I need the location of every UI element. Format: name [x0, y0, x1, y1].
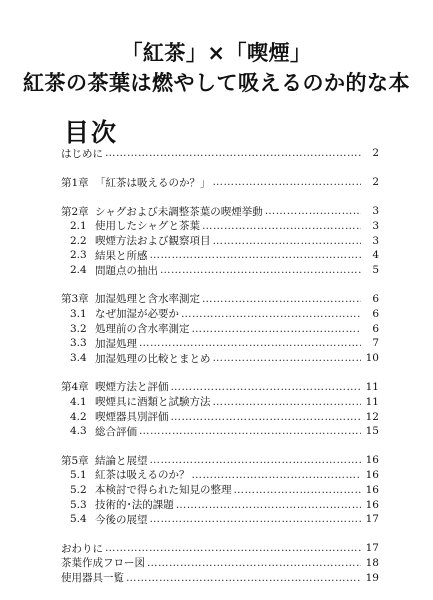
toc-entry-number: 第1章	[61, 176, 89, 189]
toc-entry-page: 6	[372, 292, 379, 305]
toc-entry	[61, 233, 379, 248]
toc-entry	[61, 468, 379, 483]
toc-entry-number: 3.3	[70, 337, 87, 350]
dot-leader	[213, 235, 362, 247]
dot-leader	[126, 572, 361, 584]
toc-entry-number: 第4章	[61, 381, 89, 394]
toc-entry	[61, 336, 379, 351]
toc-entry	[61, 380, 379, 395]
toc-entry-number: 3.2	[70, 322, 87, 335]
dot-leader	[213, 352, 362, 364]
toc-entry-number: 4.3	[70, 425, 87, 438]
dot-leader	[139, 337, 361, 349]
toc-entry-page: 17	[365, 542, 379, 555]
toc-entry-number: 第3章	[61, 293, 89, 306]
table-of-contents	[61, 146, 379, 585]
toc-entry-page: 3	[372, 204, 379, 217]
toc-entry-label: 加湿処理と含水率測定	[95, 293, 200, 306]
toc-heading: 目次	[64, 118, 119, 147]
toc-entry-label: 喫煙器具別評価	[95, 411, 169, 424]
toc-entry-number: 4.2	[70, 410, 87, 423]
toc-entry-page: 15	[365, 425, 379, 438]
toc-entry-label: 問題点の抽出	[95, 264, 158, 277]
toc-entry-label: 結果と所感	[95, 249, 148, 262]
toc-entry-label: 茶葉作成フロー図	[61, 557, 145, 570]
dot-leader	[234, 484, 362, 496]
toc-entry-page: 7	[372, 337, 379, 350]
dot-leader	[150, 249, 362, 261]
toc-entry-page: 17	[365, 513, 379, 526]
toc-entry-page: 11	[365, 395, 379, 408]
book-title	[0, 38, 433, 98]
toc-entry	[61, 482, 379, 497]
toc-entry	[61, 175, 379, 190]
dot-leader	[171, 411, 362, 423]
toc-entry-label: はじめに	[61, 147, 103, 160]
dot-leader	[171, 381, 362, 393]
dot-leader	[105, 147, 361, 159]
dot-leader	[192, 323, 362, 335]
toc-entry-label: 「紅茶は吸えるのか？」	[95, 176, 211, 189]
toc-entry-label: 結論と展望	[95, 454, 148, 467]
toc-entry-number: 5.1	[70, 468, 87, 481]
title-line-1: 「紅茶」×「喫煙」	[121, 41, 312, 65]
title-line-2: 紅茶の茶葉は燃やして吸えるのか的な本	[23, 71, 410, 95]
toc-entry-label: 技術的･法的課題	[95, 499, 174, 512]
dot-leader	[139, 425, 361, 437]
toc-entry-page: 6	[372, 322, 379, 335]
toc-entry-page: 11	[365, 380, 379, 393]
dot-leader	[160, 264, 361, 276]
toc-entry-page: 6	[372, 307, 379, 320]
toc-entry-label: 加湿処理	[95, 337, 137, 350]
dot-leader	[202, 293, 361, 305]
toc-entry	[61, 351, 379, 366]
toc-entry-number: 5.2	[70, 483, 87, 496]
toc-entry-label: なぜ加湿が必要か	[95, 308, 179, 321]
toc-entry	[61, 424, 379, 439]
toc-entry-page: 10	[365, 352, 379, 365]
toc-entry-number: 第2章	[61, 205, 89, 218]
toc-entry-page: 12	[365, 410, 379, 423]
toc-entry	[61, 306, 379, 321]
toc-entry-label: シャグおよび未調整茶葉の喫煙挙動	[95, 205, 263, 218]
toc-entry-number: 2.4	[70, 264, 87, 277]
toc-entry	[61, 570, 379, 585]
toc-entry-number: 5.4	[70, 513, 87, 526]
toc-entry	[61, 146, 379, 161]
toc-entry-label: 喫煙方法および観察項目	[95, 235, 211, 248]
toc-entry	[61, 394, 379, 409]
toc-entry	[61, 409, 379, 424]
toc-entry-page: 19	[365, 571, 379, 584]
toc-entry-label: 喫煙方法と評価	[95, 381, 169, 394]
toc-entry-page: 16	[365, 454, 379, 467]
dot-leader	[150, 513, 362, 525]
toc-entry-page: 4	[372, 249, 379, 262]
dot-leader	[176, 499, 361, 511]
dot-leader	[150, 454, 362, 466]
toc-entry	[61, 556, 379, 571]
toc-entry-label: 加湿処理の比較とまとめ	[95, 352, 211, 365]
toc-entry-number: 5.3	[70, 498, 87, 511]
toc-entry	[61, 541, 379, 556]
toc-entry-page: 5	[372, 264, 379, 277]
toc-entry-page: 2	[372, 147, 379, 160]
toc-entry-label: 使用したシャグと茶葉	[95, 220, 200, 233]
toc-entry	[61, 512, 379, 527]
toc-entry	[61, 497, 379, 512]
toc-entry-number: 2.3	[70, 249, 87, 262]
toc-entry-number: 3.4	[70, 352, 87, 365]
toc-entry-label: 使用器具一覧	[61, 572, 124, 585]
toc-entry	[61, 218, 379, 233]
toc-entry-number: 第5章	[61, 454, 89, 467]
toc-entry-label: 本検討で得られた知見の整理	[95, 484, 232, 497]
toc-entry-page: 3	[372, 234, 379, 247]
dot-leader	[105, 542, 361, 554]
dot-leader	[192, 469, 362, 481]
toc-entry-number: 2.1	[70, 219, 87, 232]
toc-entry-page: 18	[365, 556, 379, 569]
toc-entry	[61, 292, 379, 307]
toc-entry-number: 3.1	[70, 307, 87, 320]
toc-entry-page: 16	[365, 498, 379, 511]
toc-entry-label: 処理前の含水率測定	[95, 323, 190, 336]
toc-entry	[61, 263, 379, 278]
dot-leader	[265, 205, 361, 217]
dot-leader	[202, 220, 361, 232]
toc-entry-page: 2	[372, 176, 379, 189]
dot-leader	[147, 557, 361, 569]
dot-leader	[181, 308, 361, 320]
toc-entry-page: 16	[365, 468, 379, 481]
toc-entry	[61, 204, 379, 219]
toc-entry-number: 4.1	[70, 395, 87, 408]
toc-entry-page: 3	[372, 219, 379, 232]
toc-entry	[61, 248, 379, 263]
toc-entry-label: 総合評価	[95, 425, 137, 438]
toc-entry-page: 16	[365, 483, 379, 496]
toc-entry-label: 紅茶は吸えるのか？	[95, 469, 190, 482]
dot-leader	[213, 396, 362, 408]
toc-entry-label: おわりに	[61, 542, 103, 555]
toc-entry	[61, 321, 379, 336]
toc-entry-label: 喫煙具に酒類と試験方法	[95, 396, 211, 409]
toc-entry	[61, 453, 379, 468]
toc-entry-number: 2.2	[70, 234, 87, 247]
dot-leader	[213, 176, 362, 188]
toc-entry-label: 今後の展望	[95, 513, 148, 526]
